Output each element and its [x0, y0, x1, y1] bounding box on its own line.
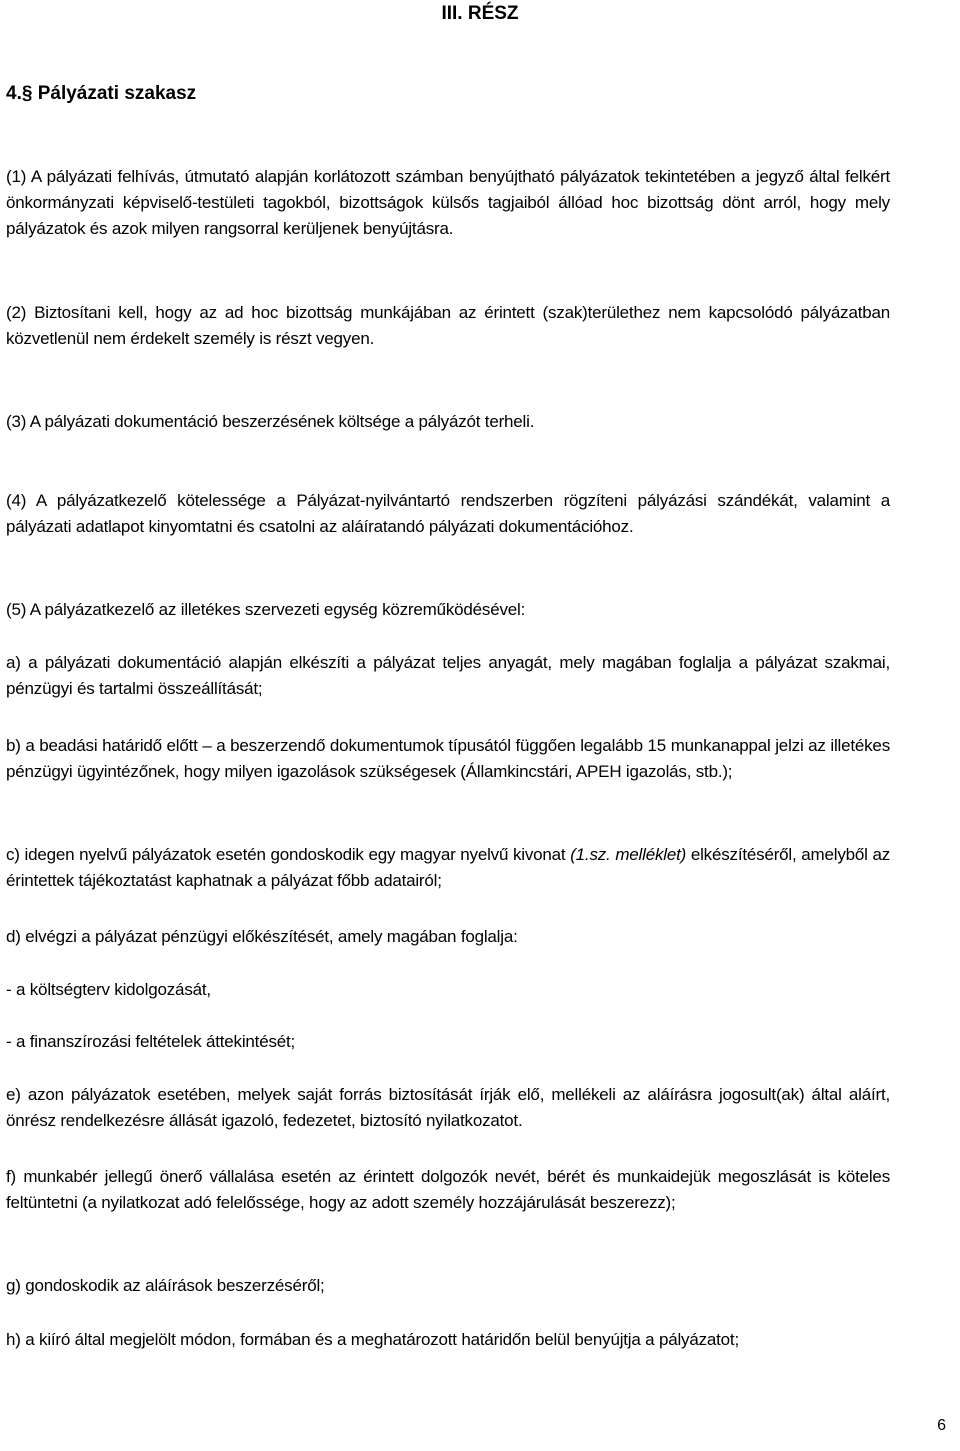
item-c-text: c) idegen nyelvű pályázatok esetén gondoskodik egy magyar nyelvű kivonat [6, 845, 571, 864]
item-c-text-end: elkészítéséről, amelyből az érintettek tájékoztatást kaphatnak a pályázat főbb adatairól; [6, 845, 891, 890]
section-number: 4. [6, 83, 22, 104]
paragraph-3: (3) A pályázati dokumentáció beszerzésének költsége a pályázót terheli. [6, 412, 535, 431]
item-d-sub-2: - a finanszírozási feltételek áttekintését; [6, 1032, 296, 1051]
part-heading: III. RÉSZ [441, 3, 519, 24]
item-d: d) elvégzi a pályázat pénzügyi előkészítését, amely magában foglalja: [6, 927, 518, 946]
page-number: 6 [937, 1417, 946, 1434]
item-f: f) munkabér jellegű önerő vállalása esetén az érintett dolgozók nevét, bérét és munkaidejük megoszlását is köteles feltüntetni (a nyilatkozat adó felelőssége, hogy az adott személy hozzájárulását beszerezz); [6, 1167, 890, 1212]
item-c-annex-reference: (1.sz. melléklet) [570, 845, 687, 864]
item-c [6, 842, 890, 894]
paragraph-5: (5) A pályázatkezelő az illetékes szervezeti egység közreműködésével: [6, 600, 526, 619]
paragraph-2: (2) Biztosítani kell, hogy az ad hoc bizottság munkájában az érintett (szak)területhez nem kapcsolódó pályázatban közvetlenül nem érdekelt személy is részt vegyen. [6, 303, 890, 348]
item-e: e) azon pályázatok esetében, melyek saját forrás biztosítását írják elő, mellékeli az aláírásra jogosult(ak) által aláírt, önrész rendelkezésre állását igazoló, fedezetet, biztosító nyilatkozatot. [6, 1085, 890, 1130]
item-a: a) a pályázati dokumentáció alapján elkészíti a pályázat teljes anyagát, mely magában foglalja a pályázat szakmai, pénzügyi és tartalmi összeállítását; [6, 653, 890, 698]
paragraph-1: (1) A pályázati felhívás, útmutató alapján korlátozott számban benyújtható pályázatok tekintetében a jegyző által felkért önkormányzati képviselő-testületi tagokból, bizottságok külsős tagjaiból állóad hoc bizottság dönt arról, hogy mely pályázatok és azok milyen rangsorral kerüljenek benyújtásra. [6, 167, 890, 238]
item-g: g) gondoskodik az aláírások beszerzéséről; [6, 1276, 325, 1295]
section-heading [6, 82, 196, 106]
paragraph-4: (4) A pályázatkezelő kötelessége a Pályázat-nyilvántartó rendszerben rögzíteni pályázási szándékát, valamint a pályázati adatlapot kinyomtatni és csatolni az aláíratandó pályázati dokumentációhoz. [6, 491, 890, 536]
section-symbol: § [21, 83, 33, 104]
item-b: b) a beadási határidő előtt – a beszerzendő dokumentumok típusától függően legalább 15 munkanappal jelzi az illetékes pénzügyi ügyintézőnek, hogy milyen igazolások szükségesek (Államkincstári, APEH igazolás, stb.); [6, 736, 890, 781]
item-d-sub-1: - a költségterv kidolgozását, [6, 980, 211, 999]
item-h: h) a kiíró által megjelölt módon, formában és a meghatározott határidőn belül benyújtja a pályázatot; [6, 1330, 739, 1349]
section-title: Pályázati szakasz [32, 83, 197, 104]
